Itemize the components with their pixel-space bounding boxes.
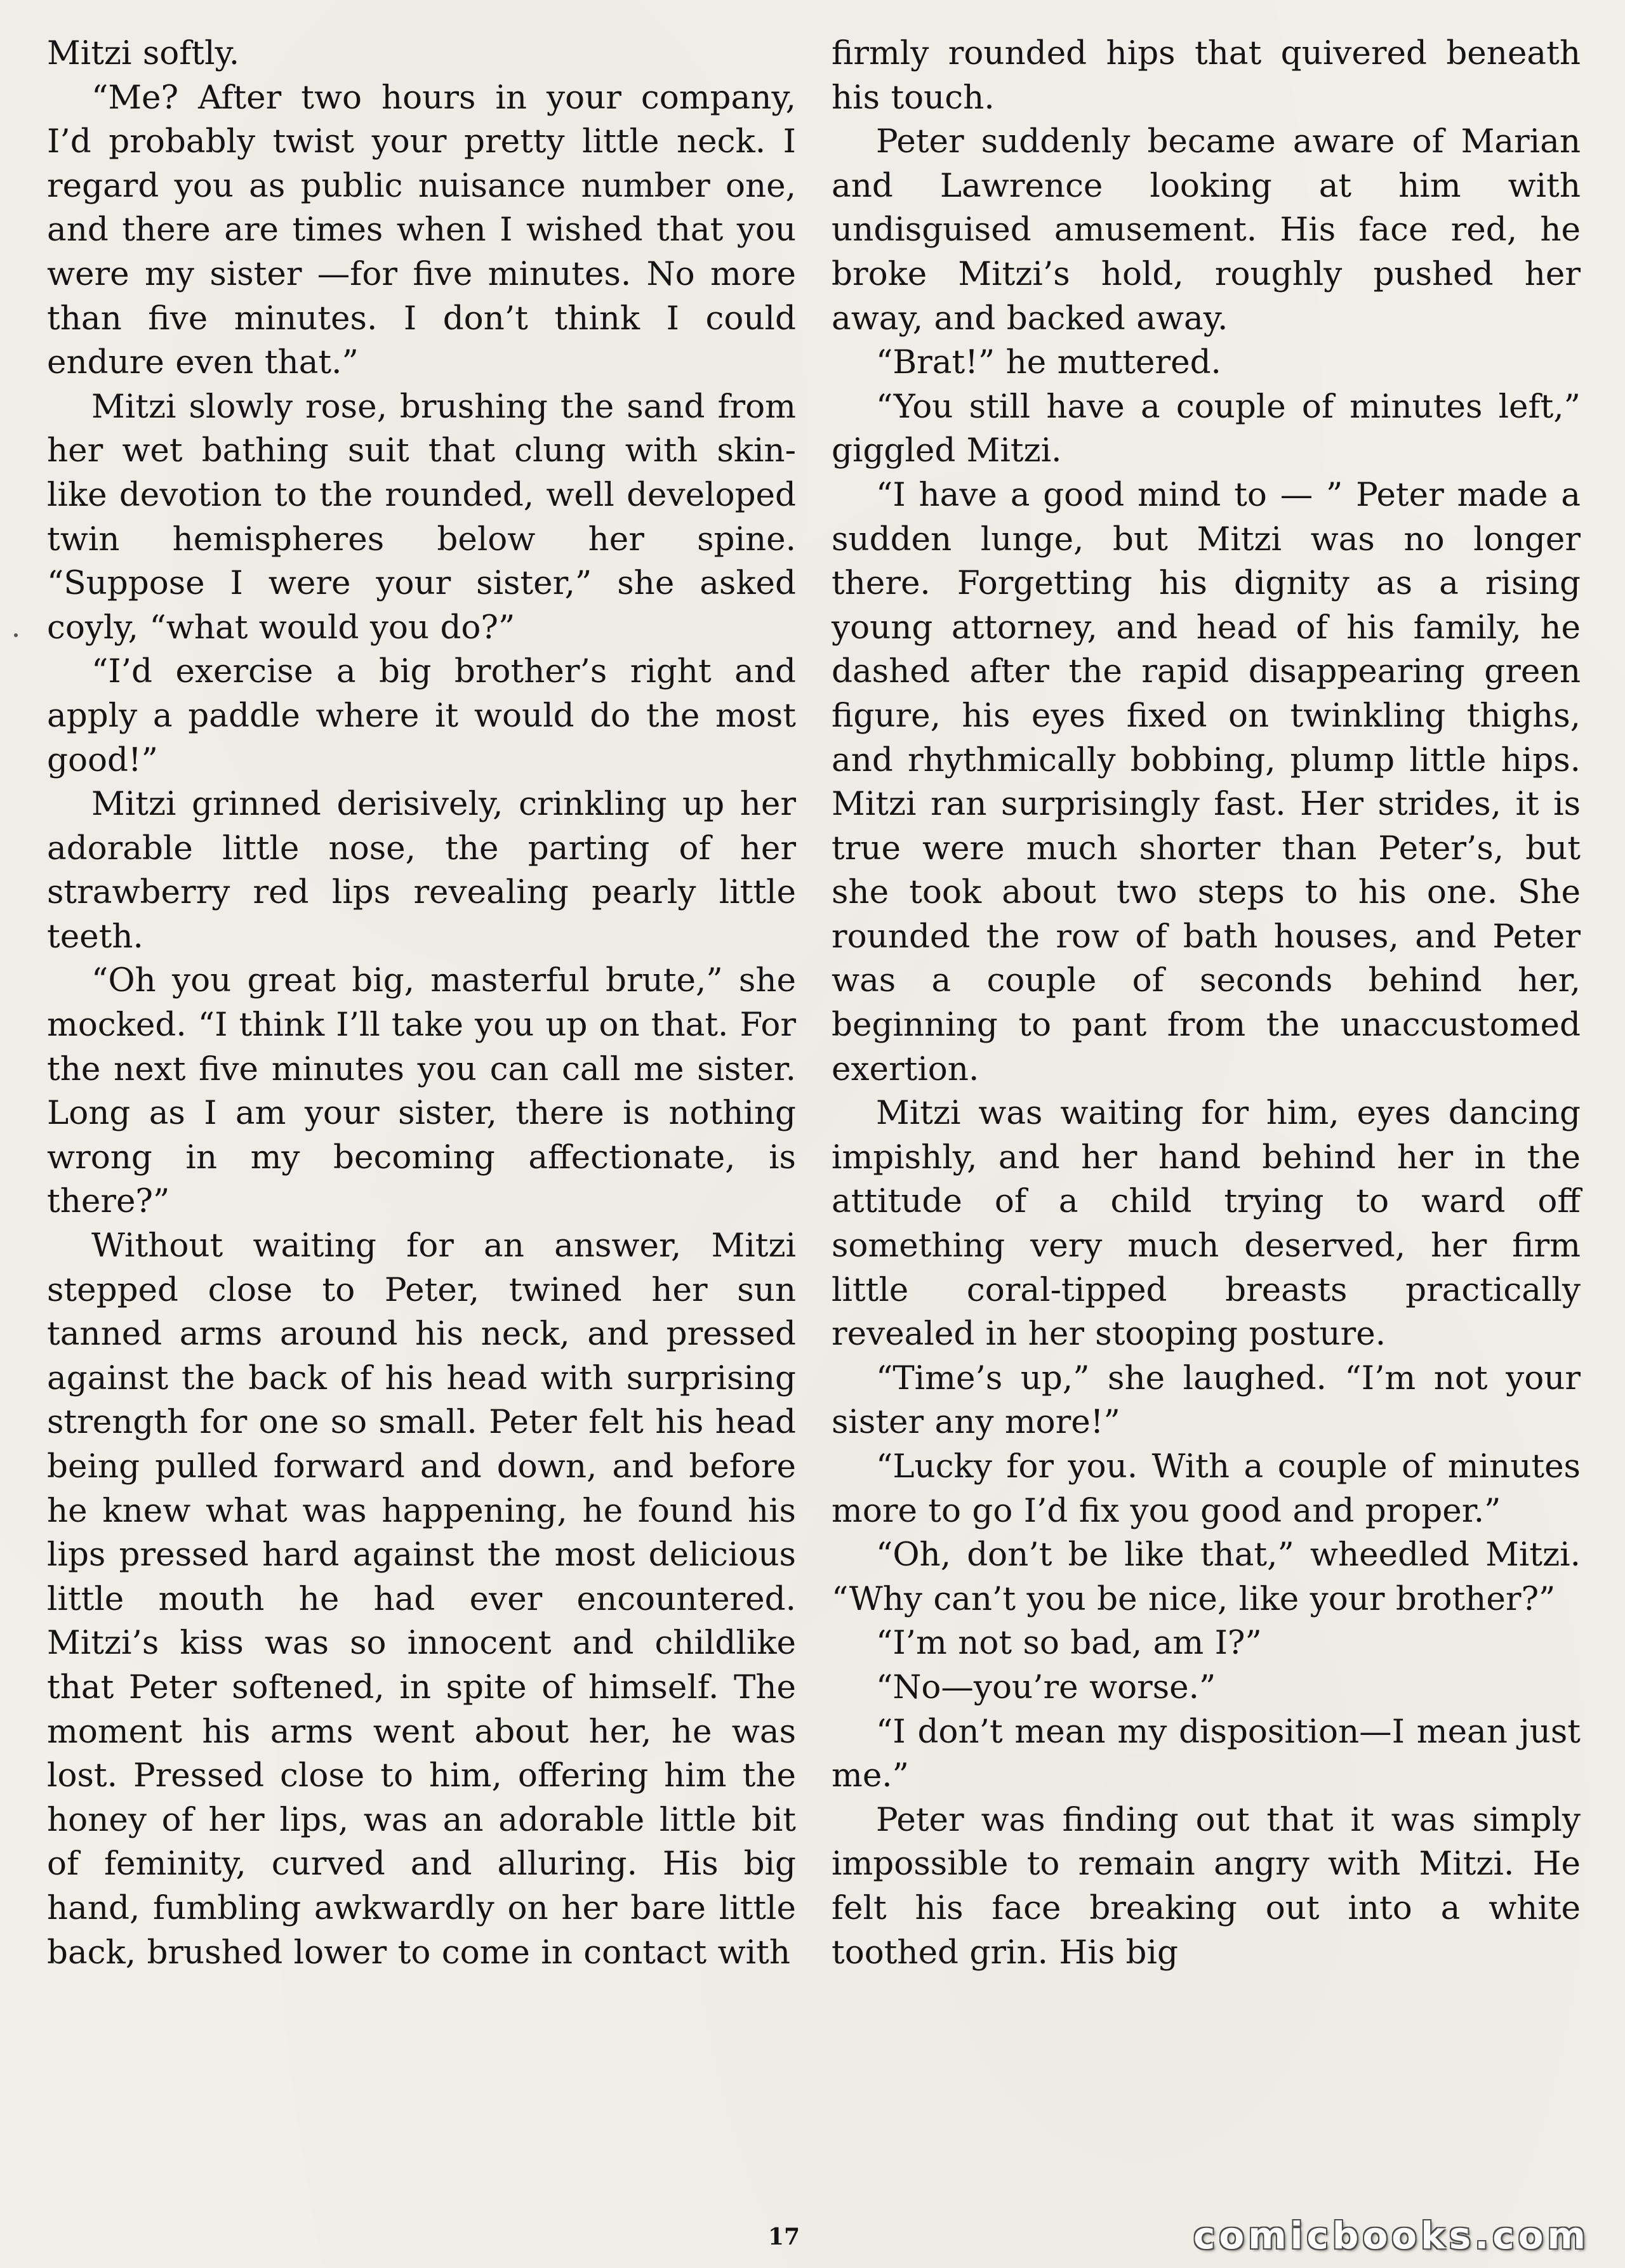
right-text-column xyxy=(832,32,1581,1975)
paragraph: Peter was finding out that it was simply impossible to remain angry with Mitzi. He felt his face breaking out into a white toothed grin. His big xyxy=(832,1800,1581,1972)
left-text-column xyxy=(47,32,796,1975)
paragraph: Peter suddenly became aware of Marian and Lawrence looking at him with undisguised amusement. His face red, he broke Mitzi’s hold, roughly pushed her away, and backed away. xyxy=(832,122,1581,338)
paragraph: “Me? After two hours in your company, I’d probably twist your pretty little neck. I regard you as public nuisance number one, and there are times when I wished that you were my sister —for five minutes. No more than five minutes. I don’t think I could endure even that.” xyxy=(47,78,796,382)
paragraph: “Oh you great big, masterful brute,” she mocked. “I think I’ll take you up on that. For the next five minutes you can call me sister. Long as I am your sister, there is nothing wrong in my becoming affectionate, is there?” xyxy=(47,961,796,1221)
paragraph: “I’d exercise a big brother’s right and apply a paddle where it would do the most good!” xyxy=(47,652,796,779)
paragraph: Mitzi slowly rose, brushing the sand from her wet bathing suit that clung with skin-like devotion to the rounded, well developed twin hemispheres below her spine. “Suppose I were your sister,” she asked coyly, “what would you do?” xyxy=(47,387,796,647)
paragraph: Without waiting for an answer, Mitzi stepped close to Peter, twined her sun tanned arms around his neck, and pressed against the back of his head with surprising strength for one so small. Peter felt his head being pulled forward and down, and before he knew what was happening, he found his lips pressed hard against the most delicious little mouth he had ever encountered. Mitzi’s kiss was so innocent and childlike that Peter softened, in spite of himself. The moment his arms went about her, he was lost. Pressed close to him, offering him the honey of her lips, was an adorable little bit of feminity, curved and alluring. His big hand, fumbling awkwardly on her bare little back, brushed lower to come in contact with xyxy=(47,1227,796,1972)
paragraph: Mitzi grinned derisively, crinkling up her adorable little nose, the parting of her strawberry red lips revealing pearly little teeth. xyxy=(47,785,796,956)
paragraph: “Oh, don’t be like that,” wheedled Mitzi. “Why can’t you be nice, like your brother?” xyxy=(832,1536,1581,1618)
paragraph: Mitzi softly. xyxy=(47,34,240,72)
paragraph: “Lucky for you. With a couple of minutes more to go I’d fix you good and proper.” xyxy=(832,1447,1581,1530)
page-number: 17 xyxy=(767,2224,800,2250)
watermark-logo: comicbooks.com xyxy=(1193,2214,1589,2257)
print-speck xyxy=(14,633,18,637)
paragraph: “Time’s up,” she laughed. “I’m not your sister any more!” xyxy=(832,1359,1581,1442)
paragraph: “Brat!” he muttered. xyxy=(876,343,1221,382)
paragraph: “I have a good mind to — ” Peter made a sudden lunge, but Mitzi was no longer there. Forgetting his dignity as a rising young attorney, and head of his family, he dashed after the rapid disappearing green figure, his eyes fixed on twinkling thighs, and rhythmically bobbing, plump little hips. Mitzi ran surprisingly fast. Her strides, it is true were much shorter than Peter’s, but she took about two steps to his one. She rounded the row of bath houses, and Peter was a couple of seconds behind her, beginning to pant from the unaccustomed exertion. xyxy=(832,475,1581,1088)
paragraph: Mitzi was waiting for him, eyes dancing impishly, and her hand behind her in the attitude of a child trying to ward off something very much deserved, her firm little coral-tipped breasts practically revealed in her stooping posture. xyxy=(832,1094,1581,1354)
paragraph: firmly rounded hips that quivered beneath his touch. xyxy=(832,34,1581,117)
paragraph: “No—you’re worse.” xyxy=(876,1668,1216,1706)
paragraph: “I don’t mean my disposition—I mean just me.” xyxy=(832,1712,1581,1795)
paragraph: “I’m not so bad, am I?” xyxy=(876,1624,1262,1663)
paragraph: “You still have a couple of minutes left,” giggled Mitzi. xyxy=(832,387,1581,470)
